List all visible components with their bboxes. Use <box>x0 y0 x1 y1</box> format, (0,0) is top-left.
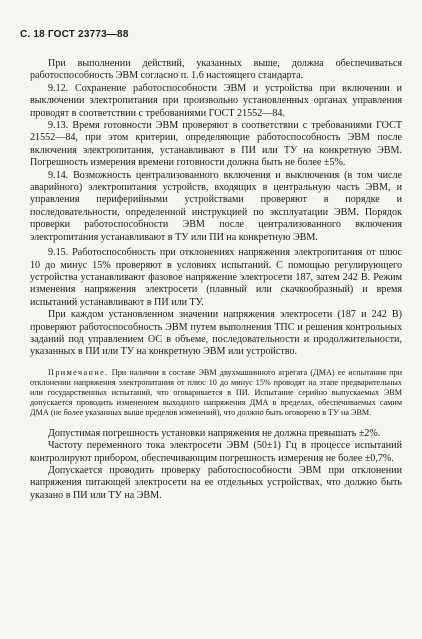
page-header: С. 18 ГОСТ 23773—88 <box>20 29 129 40</box>
paragraph-voltage-check: При каждом установленном значении напряжения электросети (187 и 242 В) проверяют работоспособность ЭВМ путем выполнения ТПС и решения контрольных заданий под управлением ОС в объеме, последовательности и продолжительности, указанных в ПИ или ТУ на конкретную ЭВМ или устройство. <box>30 309 402 358</box>
paragraph-9-14: 9.14. Возможность централизованного включения и выключения (в том числе аварийного) электропитания устройств, входящих в центральную часть ЭВМ, и управления периферийными устройствами проверяют в порядке и последовательности, определенной инструкцией по эксплуатации ЭВМ. Порядок проверки работоспособности ЭВМ после централизованного включения электропитания устанавливают в ТУ или ПИ на конкретную ЭВМ. <box>30 169 402 243</box>
note <box>30 368 402 418</box>
paragraph-voltage-tolerance: Допустимая погрешность установки напряжения не должна превышать ±2%. <box>48 427 381 439</box>
paragraph-device-check: Допускается проводить проверку работоспособности ЭВМ при отклонении напряжения питающей электросети на ее отдельных устройствах, что должно быть указано в ПИ или ТУ на ЭВМ. <box>30 464 402 501</box>
paragraph-frequency: Частоту переменного тока электросети ЭВМ (50±1) Гц в процессе испытаний контролируют прибором, обеспечивающим погрешность измерения не более ±0,7%. <box>30 440 402 464</box>
paragraph-9-12: 9.12. Сохранение работоспособности ЭВМ и устройства при включении и выключении электропитания при произвольно установленных органах управления проводят в соответствии с требованиями ГОСТ 21552—84. <box>30 82 402 119</box>
paragraph-9-13: 9.13. Время готовности ЭВМ проверяют в соответствии с требованиями ГОСТ 21552—84, при этом критерии, определяющие работоспособность ЭВМ после включения электропитания, устанавливают в ПИ или ТУ на конкретную ЭВМ. Погрешность измерения времени готовности должна быть не более ±5%. <box>30 120 402 169</box>
document-body <box>30 58 402 502</box>
paragraph-1: При выполнении действий, указанных выше, должна обеспечиваться работоспособность ЭВМ согласно п. 1.6 настоящего стандарта. <box>30 58 402 82</box>
paragraph-9-15: 9.15. Работоспособность при отклонениях напряжения электропитания от плюс 10 до минус 15% проверяют в условиях испытаний. С помощью регулирующего устройства устанавливают фазовое напряжение электросети 187, затем 242 В. Режим изменения напряжения электросети (плавный или скачкообразный) и время испытаний устанавливают в ПИ или ТУ. <box>30 247 402 308</box>
note-text: При наличии в составе ЭВМ двухмашинного агрегата (ДМА) ее испытания при отклонении напряжения электропитания от плюс 10 до минус 15% проводят на этапе предварительных или государственных испытаний, что оговаривается в ПИ. Испытание серийно выпускаемых ЭВМ допускается проводить изменением выходного напряжения ДМА в пределах, обеспечиваемых самим ДМА (не более указанных выше пределов изменений), что должно быть оговорено в ТУ на ЭВМ. <box>30 367 403 417</box>
note-lead: Примечание. <box>48 367 109 377</box>
